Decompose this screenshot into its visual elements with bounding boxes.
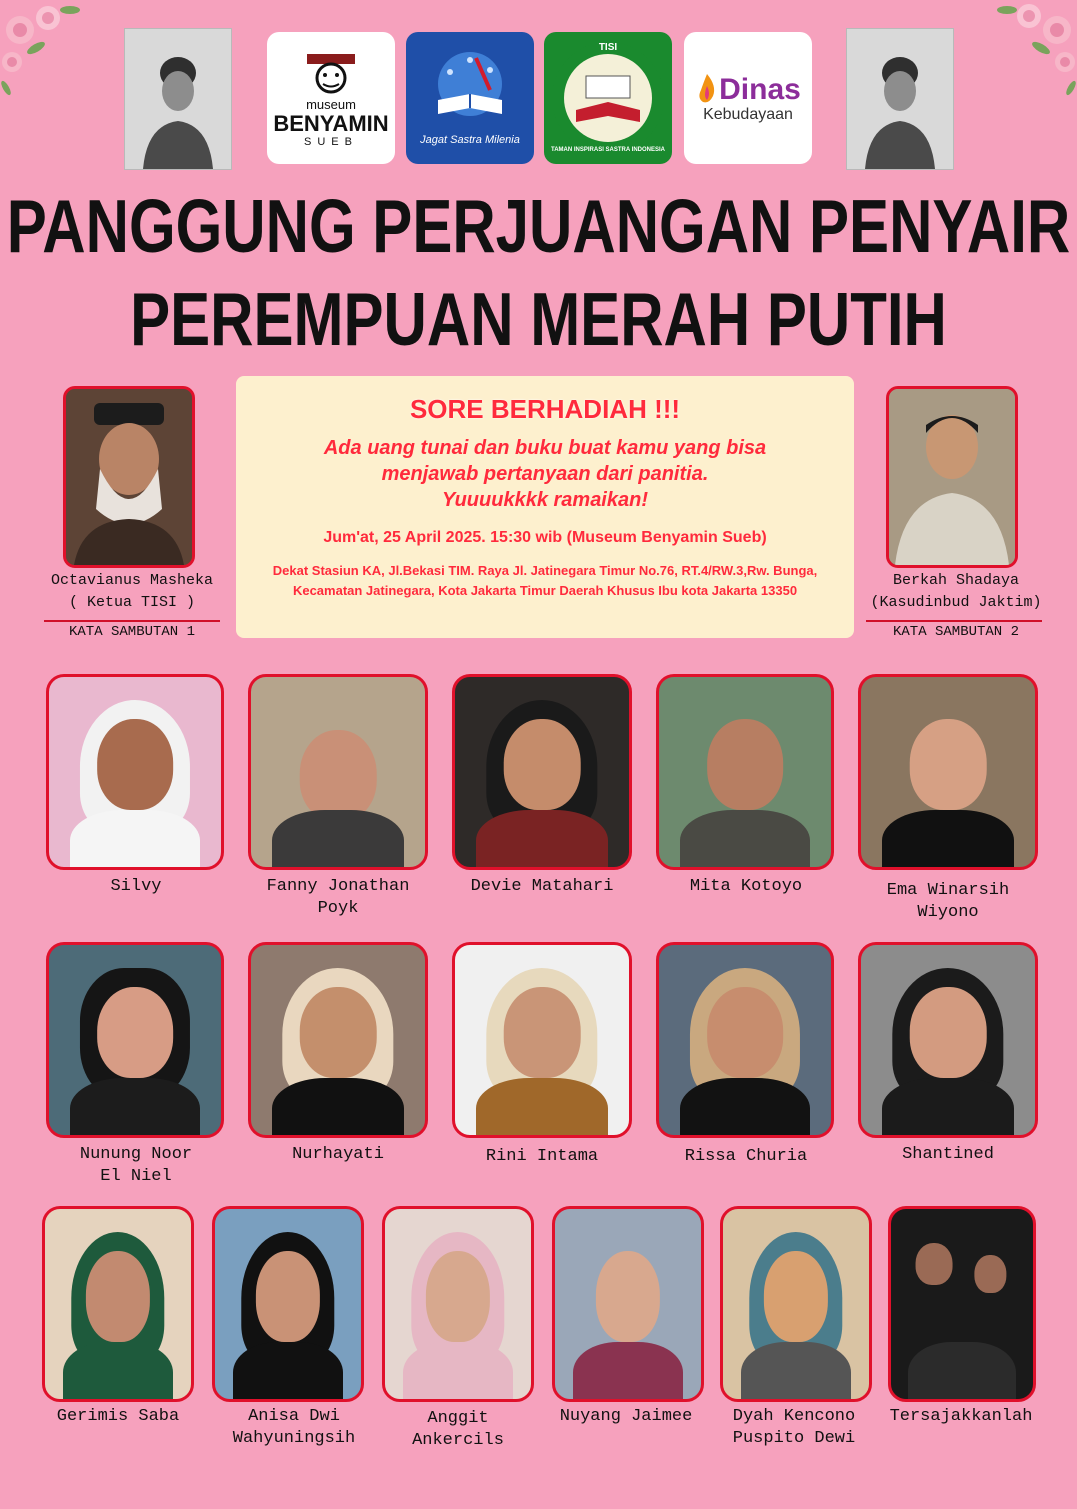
performer-photo-silvy xyxy=(46,674,224,870)
performer-name-line: Fanny Jonathan xyxy=(266,877,410,896)
performer-name-line: Ema Winarsih xyxy=(886,881,1010,900)
host-left-title: ( Ketua TISI ) xyxy=(68,594,196,611)
performer-name-shantined xyxy=(838,1144,1058,1166)
open-book-icon xyxy=(420,50,520,130)
host-right-title: (Kasudinbud Jaktim) xyxy=(870,594,1042,611)
rose-corner-left xyxy=(0,0,110,110)
prize-message xyxy=(236,435,854,513)
event-address xyxy=(236,561,854,601)
performer-name-line: Devie Matahari xyxy=(470,877,614,896)
performer-photo-mita xyxy=(656,674,834,870)
performer-photo-nunung xyxy=(46,942,224,1138)
performer-name-line: Mita Kotoyo xyxy=(689,877,803,896)
prize-message-line-1: Ada uang tunai dan buku buat kamu yang bisa xyxy=(323,437,767,459)
host-left-name xyxy=(22,570,242,614)
host-photo-right xyxy=(886,386,1018,568)
performer-photo-tersajakkanlah xyxy=(888,1206,1036,1402)
performer-photo-shantined xyxy=(858,942,1038,1138)
performer-name-line: Poyk xyxy=(317,899,359,918)
logo-tisi-top: TISI xyxy=(598,42,618,53)
performer-name-line: Wahyuningsih xyxy=(232,1429,356,1448)
host-right-name-text: Berkah Shadaya xyxy=(892,572,1020,589)
logo-museum-word: museum xyxy=(306,96,356,112)
performer-photo-gerimis xyxy=(42,1206,194,1402)
performer-name-silvy xyxy=(36,876,236,898)
performer-photo-devie xyxy=(452,674,632,870)
performer-name-line: Shantined xyxy=(902,1145,994,1164)
performer-photo-rini xyxy=(452,942,632,1138)
host-left-name-text: Octavianus Masheka xyxy=(50,572,214,589)
performer-name-tersajakkanlah xyxy=(856,1406,1066,1428)
flame-icon xyxy=(695,72,719,106)
performer-name-nurhayati xyxy=(228,1144,448,1166)
performer-photo-ema xyxy=(858,674,1038,870)
performer-name-line: Anggit xyxy=(427,1409,489,1428)
performer-name-line: Nurhayati xyxy=(292,1145,384,1164)
event-title-line-2: PEREMPUAN MERAH PUTIH xyxy=(130,277,947,362)
host-right-name xyxy=(846,570,1066,614)
dinas-kebudayaan-logo xyxy=(684,32,812,164)
logo-kebudayaan-word: Kebudayaan xyxy=(703,106,793,124)
performer-name-line: Wiyono xyxy=(917,903,979,922)
performer-name-line: Silvy xyxy=(110,877,162,896)
tisi-logo xyxy=(544,32,672,164)
performer-name-devie xyxy=(432,876,652,898)
host-left-role: KATA SAMBUTAN 1 xyxy=(68,624,196,640)
kartini-portrait-right xyxy=(846,28,954,170)
performer-photo-nuyang xyxy=(552,1206,704,1402)
performer-name-line: Rissa Churia xyxy=(684,1147,808,1166)
performer-name-mita xyxy=(636,876,856,898)
performer-name-line: Gerimis Saba xyxy=(56,1407,180,1426)
logo-tisi-bottom: TAMAN INSPIRASI SASTRA INDONESIA xyxy=(550,147,665,154)
event-title-line-1: PANGGUNG PERJUANGAN PENYAIR xyxy=(6,184,1071,269)
performer-name-line: Rini Intama xyxy=(485,1147,599,1166)
performer-name-line: Puspito Dewi xyxy=(732,1429,856,1448)
host-left-divider xyxy=(44,620,220,622)
performer-name-line: Nunung Noor xyxy=(79,1145,193,1164)
performer-name-rini xyxy=(432,1146,652,1168)
logo-benyamin-word: BENYAMIN xyxy=(273,111,389,136)
performer-photo-dyah xyxy=(720,1206,872,1402)
performer-name-fanny xyxy=(228,876,448,920)
rose-corner-right xyxy=(967,0,1077,110)
performer-photo-fanny xyxy=(248,674,428,870)
event-address-line-1: Dekat Stasiun KA, Jl.Bekasi TIM. Raya Jl. Jatinegara Timur No.76, RT.4/RW.3,Rw. Bunga, xyxy=(272,563,818,578)
event-date-time: Jum'at, 25 April 2025. 15:30 wib (Museum Benyamin Sueb) xyxy=(323,529,767,546)
performer-photo-nurhayati xyxy=(248,942,428,1138)
logo-dinas-word: Dinas xyxy=(719,72,801,106)
logo-jagat-sastra-text: Jagat Sastra Milenia xyxy=(420,133,520,146)
performer-name-line: Nuyang Jaimee xyxy=(559,1407,693,1426)
logo-sueb-word: SUEB xyxy=(304,136,358,149)
event-address-line-2: Kecamatan Jatinegara, Kota Jakarta Timur Daerah Khusus Ibu kota Jakarta 13350 xyxy=(292,583,798,598)
benyamin-caricature-icon xyxy=(301,48,361,98)
performer-name-line: El Niel xyxy=(100,1167,172,1186)
prize-info-box xyxy=(236,376,854,638)
performer-photo-rissa xyxy=(656,942,834,1138)
tisi-emblem-icon xyxy=(548,36,668,160)
performer-photo-anisa xyxy=(212,1206,364,1402)
performer-name-nunung xyxy=(26,1144,246,1188)
performer-name-line: Dyah Kencono xyxy=(732,1407,856,1426)
performer-name-line: Tersajakkanlah xyxy=(889,1407,1033,1426)
prize-headline: SORE BERHADIAH !!! xyxy=(409,394,681,424)
host-photo-left xyxy=(63,386,195,568)
prize-message-line-2: menjawab pertanyaan dari panitia. xyxy=(381,463,709,485)
kartini-portrait-left xyxy=(124,28,232,170)
jagat-sastra-milenia-logo xyxy=(406,32,534,164)
performer-photo-anggit xyxy=(382,1206,534,1402)
performer-name-line: Anisa Dwi xyxy=(248,1407,340,1426)
performer-name-line: Ankercils xyxy=(412,1431,504,1450)
performer-name-rissa xyxy=(636,1146,856,1168)
performer-name-ema xyxy=(838,880,1058,924)
host-right-role: KATA SAMBUTAN 2 xyxy=(892,624,1020,640)
host-right-divider xyxy=(866,620,1042,622)
prize-message-line-3: Yuuuukkkk ramaikan! xyxy=(441,489,648,511)
museum-benyamin-sueb-logo xyxy=(267,32,395,164)
